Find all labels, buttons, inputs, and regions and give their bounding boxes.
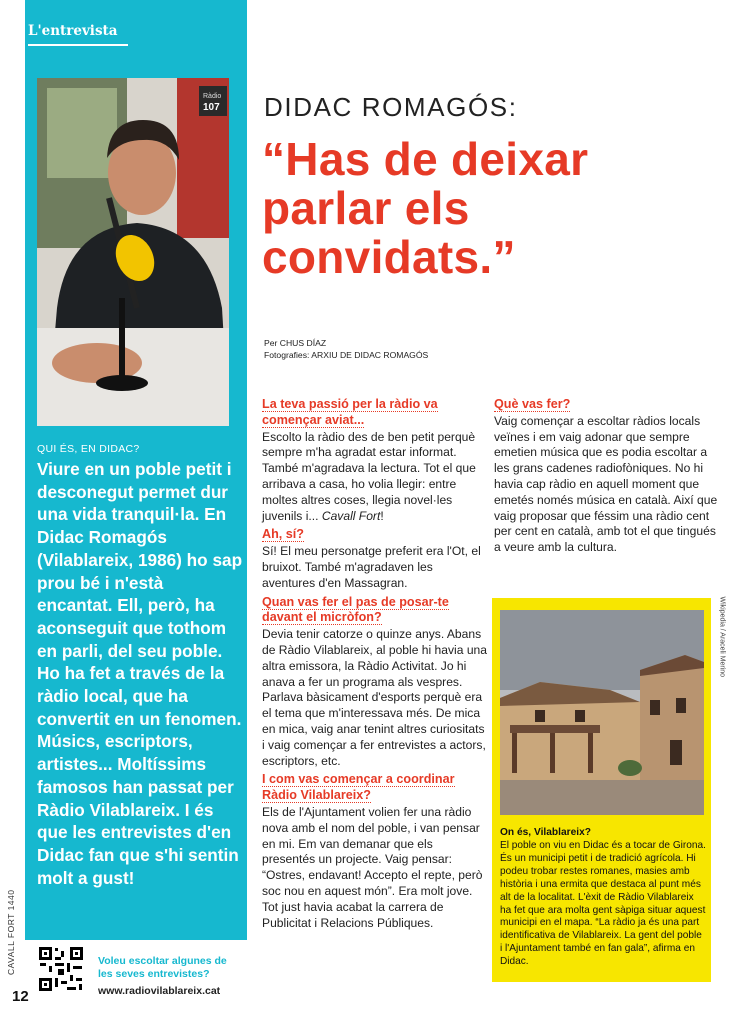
qr-code-icon[interactable] xyxy=(37,945,85,993)
author-credit: Per CHUS DÍAZ xyxy=(264,338,327,348)
interview-column-1 xyxy=(262,397,488,934)
interview-answer: Sí! El meu personatge preferit era l'Ot, el bruixot. També m'agradaven les aventures d'en Massagran. xyxy=(262,544,481,590)
who-is-paragraph: Viure en un poble petit i desconegut permet dur una vida tranquil·la. En Didac Romagós (Vilablareix, 1986) ho sap prou bé i n'està encantat. Ell, però, ha aconseguit que tothom en parli, del seu poble. Ho ha fet a través de la ràdio local, que ha convertit en un fenomen. Músics, escriptors, artistes... Moltíssims famosos han passat per Ràdio Vilablareix. I és que les entrevistes d'en Didac fan que s'hi sentin molt a gust! xyxy=(37,459,243,888)
listen-question: Voleu escoltar algunes de les seves entrevistes? xyxy=(98,955,227,980)
interview-answer: Els de l'Ajuntament volien fer una ràdio nova amb el nom del poble, i van pensar en mi. Em van demanar que els presentés un projecte. Vaig pensar: “Ostres, endavant! Accepto el repte, però soc nou en aquest món”. Era molt jove. Tot just havia acabat la carrera de Publicitat i Relacions Públiques. xyxy=(262,804,483,930)
interviewee-name: DIDAC ROMAGÓS: xyxy=(264,92,518,122)
article-credits xyxy=(264,338,428,361)
photo-credit: Fotografies: ARXIU DE DIDAC ROMAGÓS xyxy=(264,349,429,360)
magazine-vertical-label xyxy=(6,820,18,990)
interview-answer: Escolto la ràdio des de ben petit perquè sempre m'ha agradat estar informat. També m'agradava la lectura. Tot el que arribava a casa, ho volia llegir: entre moltes altres coses, llegia novel·les juvenils i... Cavall Fort! xyxy=(262,429,476,523)
photo-sign: Ràdio xyxy=(203,93,222,100)
svg-text:107: 107 xyxy=(203,102,220,113)
interview-answer: Devia tenir catorze o quinze anys. Abans de Ràdio Vilablareix, al poble hi havia una altra emissora, la Ràdio Activitat. Jo hi anava a fer un programa als vespres. Parlava bàsicament d'esports perquè era el tema que m'interessava més. De mica en mica, vaig anar tenint altres curiositats i vaig començar a fer entrevistes a actors, escriptors, etc. xyxy=(262,627,488,768)
who-is-text xyxy=(37,458,243,889)
village-photo xyxy=(500,610,704,815)
interviewee-photo xyxy=(37,78,229,426)
headline-quote: “Has de deixar parlar els convidats.” xyxy=(262,133,589,283)
radio-website-link[interactable]: www.radiovilablareix.cat xyxy=(98,985,221,997)
page-number: 12 xyxy=(12,988,29,1005)
section-tag: L'entrevista xyxy=(28,23,118,39)
info-box-text: El poble on viu en Didac és a tocar de Girona. És un municipi petit i de tradició agrícola. Hi podeu trobar restes romanes, masies amb història i una ermita que destaca al punt més alt de la localitat. L'èxit de Ràdio Vilablareix ha fet que ara molta gent sàpiga situar aquest municipi en el mapa. “La ràdio ja és una part identificativa de Vilablareix. La gent del poble i l'Ajuntament també en fan gala”, afirma en Didac. xyxy=(500,840,706,968)
interview-question: La teva passió per la ràdio va començar aviat... xyxy=(262,397,438,427)
magazine-mention: Cavall Fort xyxy=(321,508,381,523)
section-divider xyxy=(28,44,128,46)
info-box-title: On és, Vilablareix? xyxy=(500,827,591,838)
who-is-label: QUI ÉS, EN DIDAC? xyxy=(37,443,140,455)
interview-column-2 xyxy=(494,397,720,559)
village-photo-credit: Wikipedia / Araceli Merino xyxy=(718,596,726,678)
magazine-name: CAVALL FORT 1440 xyxy=(6,889,16,975)
interview-question: Ah, sí? xyxy=(262,527,304,542)
interview-answer: Vaig començar a escoltar ràdios locals veïnes i em vaig adonar que sempre emetien música que es podia escoltar a les grans cadenes radiofòniques. No hi havia cap ràdio en aquell moment que emetés només música en català. Així que vaig proposar que féssim una ràdio cent per cent en català, amb tot el que tingués a veure amb la cultura. xyxy=(494,413,718,555)
photo-credit-vertical xyxy=(712,596,726,710)
interview-question: Quan vas fer el pas de posar-te davant el micròfon? xyxy=(262,594,449,625)
interview-question: I com vas començar a coordinar Ràdio Vilablareix? xyxy=(262,772,455,803)
info-box xyxy=(492,598,711,982)
interview-question: Què vas fer? xyxy=(494,397,571,411)
